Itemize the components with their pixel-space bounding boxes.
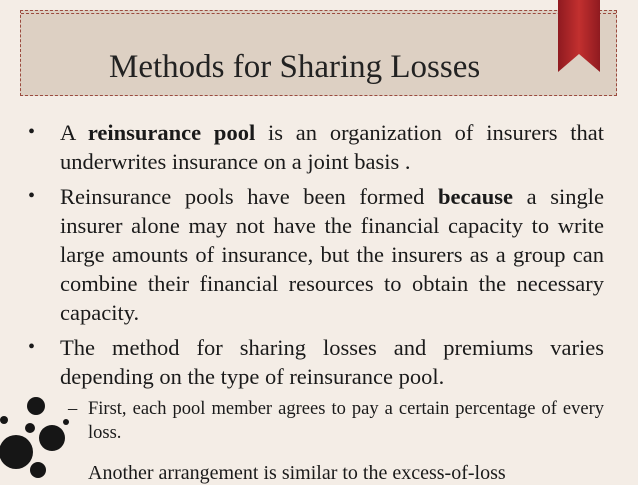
bullet-method — [28, 333, 604, 391]
slide-title: Methods for Sharing Losses — [109, 49, 481, 85]
bullet-reinsurance-pool — [28, 118, 604, 176]
bullet-text: Reinsurance pools have been formed — [60, 184, 439, 209]
bullet-text: is an organization of insurers that underwrites insurance on a joint basis . — [60, 120, 604, 174]
bullet-dot: • — [28, 336, 36, 358]
bullet-text: a single insurer alone may not have the financial capacity to write large amounts of insurance, but the insurers as a group can combine their financial resources to obtain the necessary capacity. — [60, 184, 604, 325]
bullet-why-formed — [28, 182, 604, 327]
bullet-text: A — [60, 120, 88, 145]
cutoff-text: Another arrangement is similar to the excess-of-loss — [88, 462, 506, 484]
sub-bullet-dash: – — [68, 399, 78, 419]
title-box — [20, 10, 617, 96]
bookmark-ribbon-icon — [558, 0, 600, 72]
sub-bullet-first — [28, 397, 604, 445]
bullet-dot: • — [28, 121, 36, 143]
sub-bullet-text: First, each pool member agrees to pay a certain percentage of every loss. — [88, 399, 604, 443]
slide-content — [28, 118, 604, 445]
bold-term: reinsurance pool — [87, 120, 256, 145]
ink-splatter-decoration — [0, 380, 80, 478]
bullet-dot: • — [28, 185, 36, 207]
title-box-top-rule — [21, 13, 616, 14]
bold-term: because — [438, 184, 514, 209]
bullet-text: The method for sharing losses and premiums varies depending on the type of reinsurance pool. — [60, 335, 604, 389]
